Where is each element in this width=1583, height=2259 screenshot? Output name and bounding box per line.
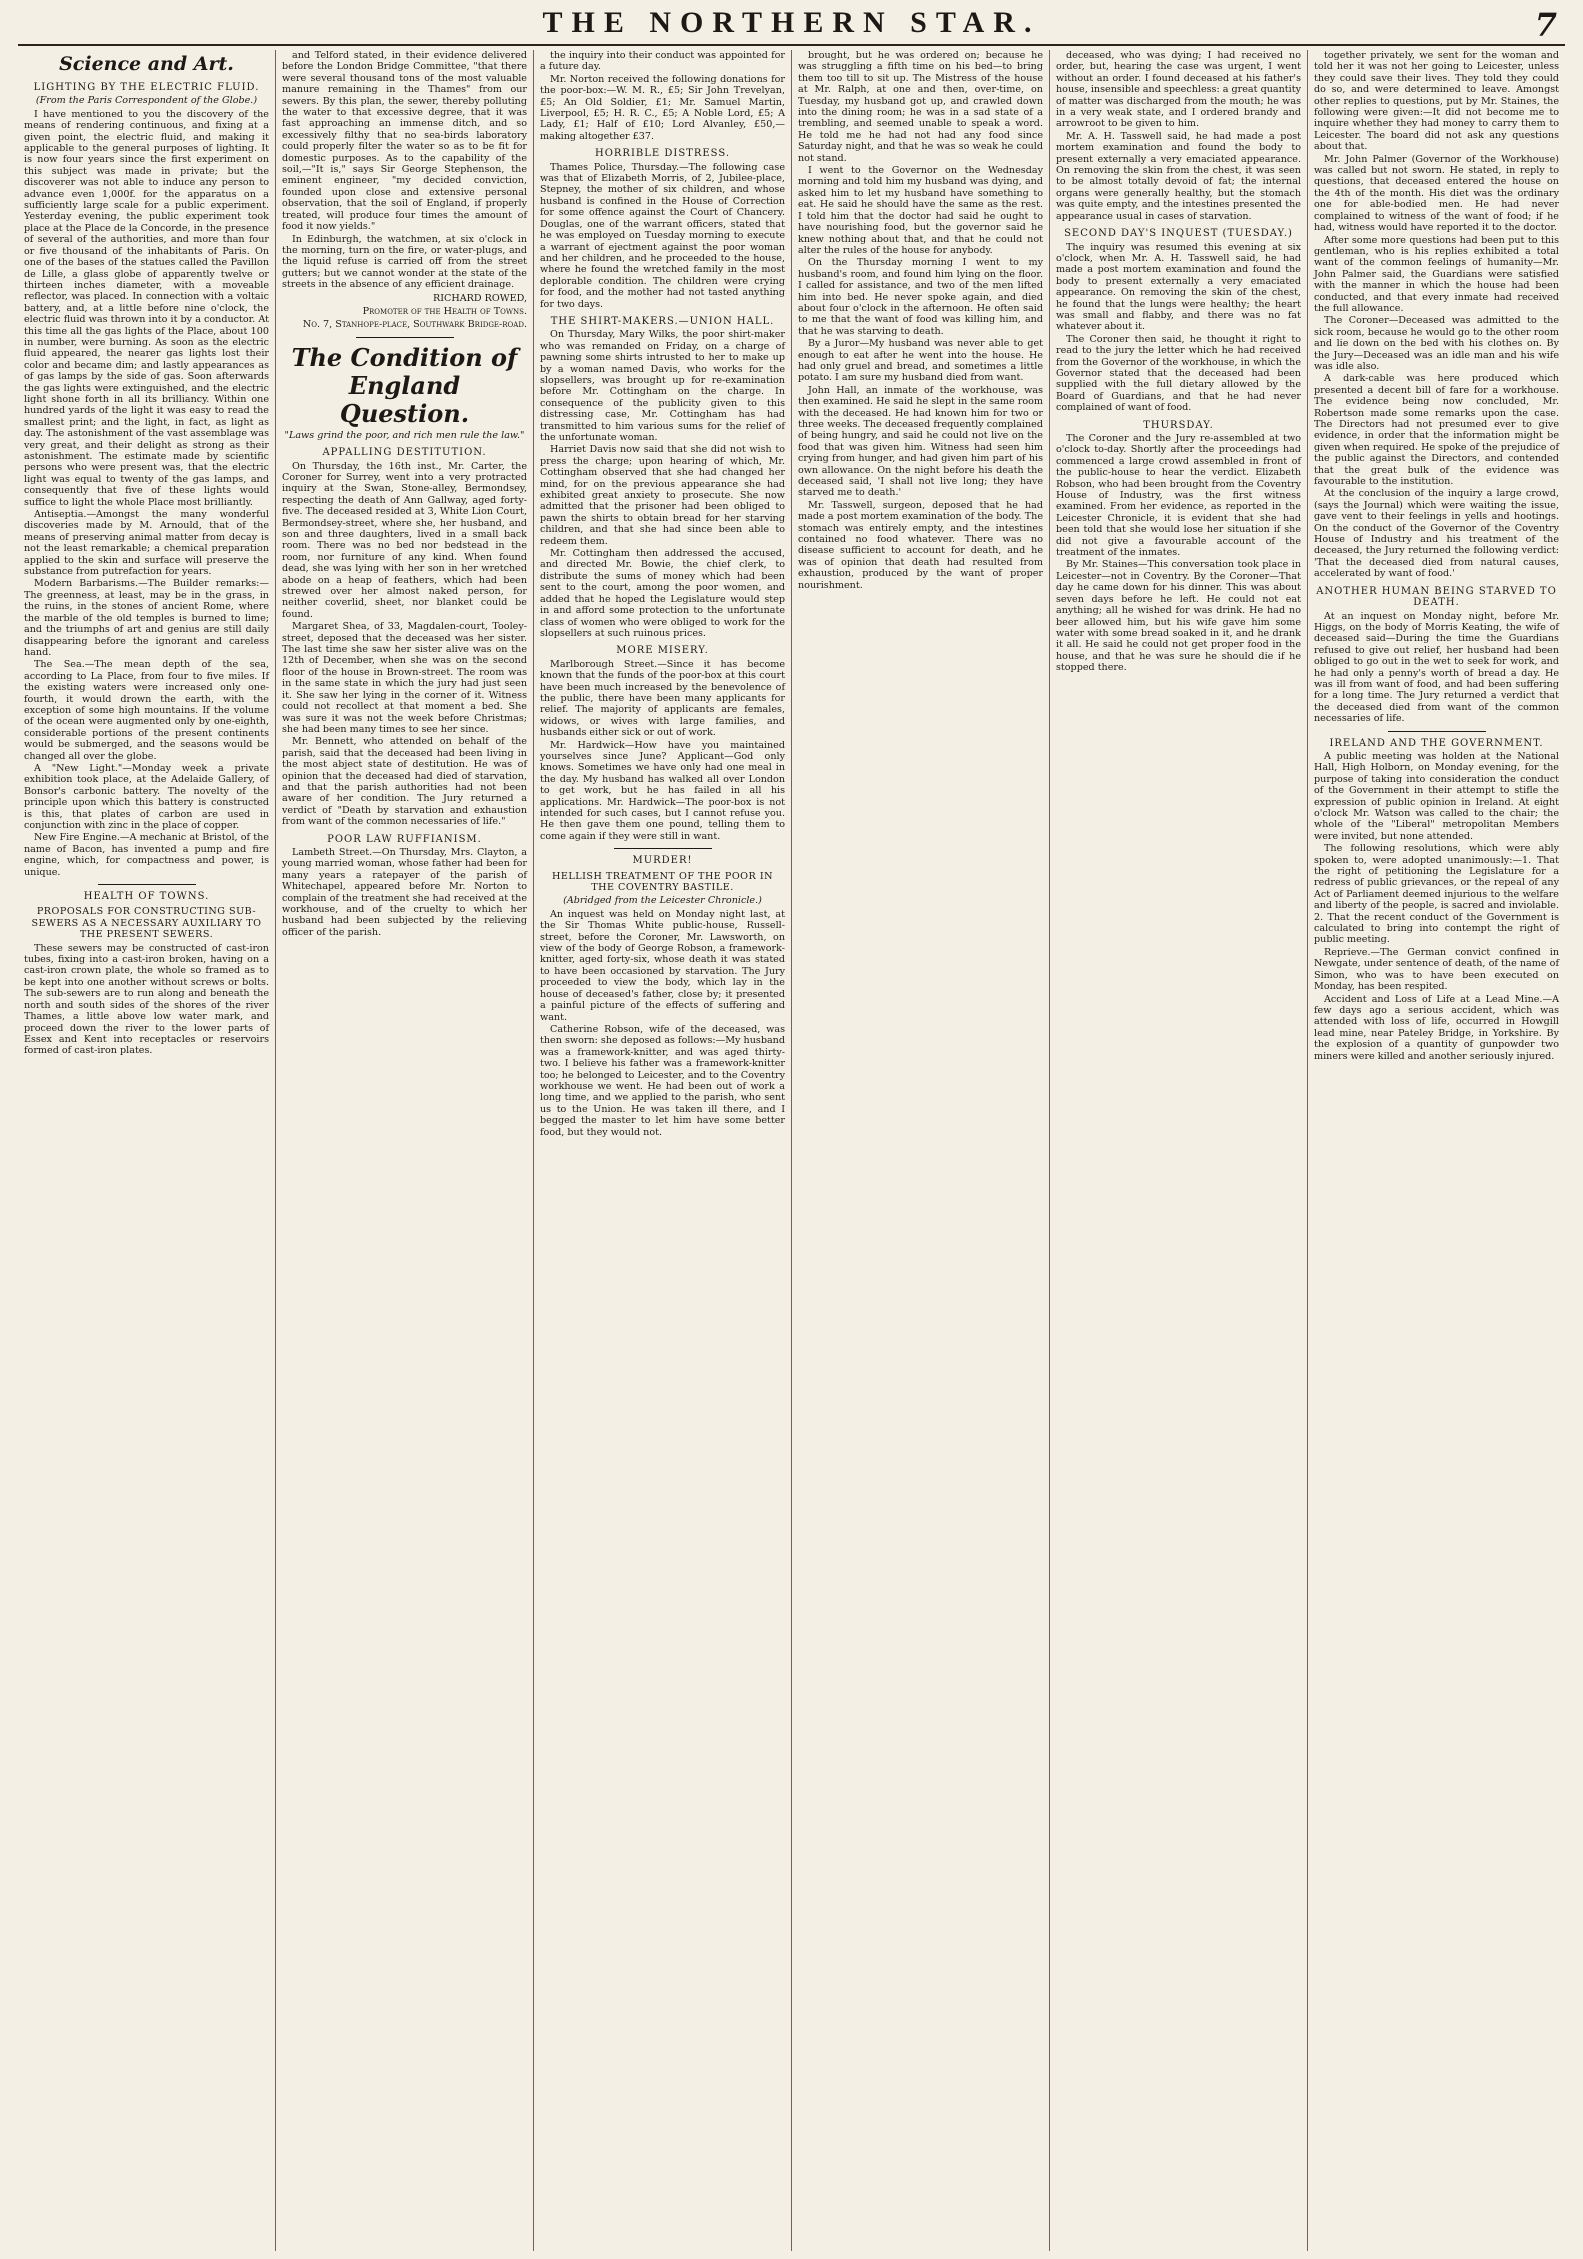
article-heading: POOR LAW RUFFIANISM.	[327, 833, 482, 845]
paragraph: The Coroner then said, he thought it right to read to the jury the letter which he had received from the Governor of the workhouse, in which the Governor stated that the deceased had been supplied with the full dietary allowed by the Board of Guardians, and that he had never complained of want of food.	[1056, 333, 1301, 414]
article-subheading: HELLISH TREATMENT OF THE POOR IN THE COVENTRY BASTILE.	[551, 870, 774, 894]
paragraph: together privately, we sent for the woman and told her it was not her going to Leicester, unless they could save their lives. They told they could do so, and were determined to leave. Amongst other replies to questions, put by Mr. Staines, the following were given:—It did not become me to inquire whether they had money to carry them to Leicester. The board did not ask any questions about that.	[1314, 50, 1559, 153]
paragraph: On the Thursday morning I went to my husband's room, and found him lying on the floor. I called for assistance, and two of the men lifted him into bed. He never spoke again, and died about four o'clock in the afternoon. He often said to me that the want of food was killing him, and that he was starving to death.	[798, 257, 1043, 337]
column-5	[1050, 50, 1308, 2251]
paragraph: the inquiry into their conduct was appointed for a future day.	[540, 50, 785, 73]
paragraph: On Thursday, Mary Wilks, the poor shirt-maker who was remanded on Friday, on a charge of pawning some shirts intrusted to her to make up by a woman named Davis, who works for the slopsellers, was brought up for re-examination before Mr. Cottingham on the charge. In consequence of the publicity given to this distressing case, Mr. Cottingham has had transmitted to him various sums for the relief of the unfortunate woman.	[540, 329, 785, 443]
paragraph: After some more questions had been put to this gentleman, who is his replies exhibited a total want of the common feelings of humanity—Mr. John Palmer said, the Guardians were satisfied with the manner in which the house had been conducted, and that every inmate had received the full allowance.	[1314, 234, 1559, 314]
paragraph: A dark-cable was here produced which presented a decent bill of fare for a workhouse. The evidence being now concluded, Mr. Robertson made some remarks upon the case. The Directors had not presumed ever to give evidence, in order that the information might be given when required. He spoke of the prejudice of the public against the Directors, and contended that the great bulk of the evidence was favourable to the institution.	[1314, 373, 1559, 488]
article-heading: THURSDAY.	[1143, 419, 1214, 431]
paragraph: The Sea.—The mean depth of the sea, according to La Place, from four to five miles. If the existing waters were increased only one-fourth, it would drown the earth, with the exception of some high mountains. If the volume of the ocean were augmented only by one-eighth, considerable portions of the present continents would be submerged, and the seasons would be changed all over the globe.	[24, 659, 269, 762]
column-6	[1308, 50, 1565, 2251]
page-number: 7	[1534, 6, 1557, 44]
column-1	[18, 50, 276, 2251]
section-title-science: Science and Art.	[59, 53, 234, 75]
masthead-rule	[18, 44, 1565, 46]
paragraph: These sewers may be constructed of cast-iron tubes, fixing into a cast-iron broken, having on a cast-iron crown plate, the whole so framed as to be kept into one another without screws or bolts. The sub-sewers are to run along and beneath the north and south sides of the shores of the river Thames, a little above low water mark, and proceed down the river to the lower parts of Essex and Kent into receptacles or reservoirs formed of cast-iron plates.	[24, 942, 269, 1057]
paragraph: By a Juror—My husband was never able to get enough to eat after he went into the house. He had only gruel and bread, and sometimes a little potato. I am sure my husband died from want.	[798, 338, 1043, 384]
paragraph: deceased, who was dying; I had received no order, but, hearing the case was urgent, I went without an order. I found deceased at his father's house, insensible and speechless: a great quantity of matter was discharged from the mouth; he was in a very weak state, and I ordered brandy and arrowroot to be given to him.	[1056, 50, 1301, 130]
paragraph: On Thursday, the 16th inst., Mr. Carter, the Coroner for Surrey, went into a very protracted inquiry at the Swan, Stone-alley, Bermondsey, respecting the death of Ann Gallway, aged forty-five. The deceased resided at 3, White Lion Court, Bermondsey-street, where she, her husband, and son and three daughters, lived in a small back room. There was no bed nor bedstead in the room, nor furniture of any kind. When found dead, she was lying with her son in her wretched abode on a heap of feathers, which had been strewed over her almost naked person, for neither coverlid, sheet, nor blanket could be found.	[282, 460, 527, 620]
paragraph: John Hall, an inmate of the workhouse, was then examined. He said he slept in the same room with the deceased. He had known him for two or three weeks. The deceased frequently complained of being hungry, and said he could not live on the food that was given him. Witness had seen him crying from hunger, and had given him part of his own allowance. On the night before his death the deceased said, 'I shall not live long; they have starved me to death.'	[798, 384, 1043, 499]
paragraph: Mr. Cottingham then addressed the accused, and directed Mr. Bowie, the chief clerk, to distribute the sums of money which had been sent to the court, among the poor women, and added that he hoped the Legislature would step in and afford some protection to the unfortunate class of women who were obliged to work for the slopsellers at such ruinous prices.	[540, 548, 785, 639]
masthead	[20, 6, 1563, 44]
paragraph: At the conclusion of the inquiry a large crowd, (says the Journal) which were waiting the issue, gave vent to their feelings in yells and hootings. On the conduct of the Governor of the Coventry House of Industry and his treatment of the deceased, the Jury returned the following verdict: 'That the deceased died from natural causes, accelerated by want of food.'	[1314, 488, 1559, 580]
column-4	[792, 50, 1050, 2251]
article-heading: SECOND DAY'S INQUEST (TUESDAY.)	[1064, 228, 1293, 240]
divider	[614, 848, 712, 849]
paragraph: The inquiry was resumed this evening at six o'clock, when Mr. A. H. Tasswell said, he had made a post mortem examination and found the body to present externally a very emaciated appearance. On removing the skin of the chest, he found that the lungs were healthy; the heart was small and flabby, and there was no fat whatever about it.	[1056, 241, 1301, 333]
divider	[356, 337, 454, 338]
paragraph: Mr. John Palmer (Governor of the Workhouse) was called but not sworn. He stated, in reply to questions, that deceased entered the house on the 4th of the month. His diet was the ordinary one for able-bodied men. He had never complained to witness of the want of food; if he had, witness would have reported it to the doctor.	[1314, 153, 1559, 234]
divider	[1388, 731, 1486, 732]
paragraph: Margaret Shea, of 33, Magdalen-court, Tooley-street, deposed that the deceased was her sister. The last time she saw her sister alive was on the 12th of December, when she was on the second floor of the house in Brown-street. The room was in the same state in which the jury had just seen it. She saw her lying in the corner of it. Witness could not recollect at that moment a bed. She was sure it was not the week before Christmas; she had been many times to see her since.	[282, 621, 527, 735]
paragraph: Thames Police, Thursday.—The following case was that of Elizabeth Morris, of 2, Jubilee-place, Stepney, the mother of six children, and whose husband is confined in the House of Correction for some offence against the Court of Chancery. Douglas, one of the warrant officers, stated that he was employed on Tuesday morning to execute a warrant of ejectment against the poor woman and her children, and he proceeded to the house, where he found the wretched family in the most deplorable condition. The children were crying for food, and the mother had not tasted anything for two days.	[540, 161, 785, 310]
article-heading: APPALLING DESTITUTION.	[322, 447, 487, 459]
article-heading: IRELAND AND THE GOVERNMENT.	[1329, 737, 1544, 749]
signature-title: Promoter of the Health of Towns.	[362, 305, 527, 317]
paragraph: Reprieve.—The German convict confined in Newgate, under sentence of death, of the name of Simon, who was to have been executed on Monday, has been respited.	[1314, 946, 1559, 993]
article-heading: HORRIBLE DISTRESS.	[594, 148, 731, 160]
paragraph: New Fire Engine.—A mechanic at Bristol, of the name of Bacon, has invented a pump and fire engine, which, for compactness and power, is unique.	[24, 832, 269, 878]
article-subheading: (From the Paris Correspondent of the Globe.)	[35, 95, 258, 107]
paragraph: and Telford stated, in their evidence delivered before the London Bridge Committee, "that there were several thousand tons of the most valuable manure remaining in the Thames" from our sewers. By this plan, the sewer, thereby polluting the water to that excessive degree, that it was fast approaching an immense ditch, and so excessively filthy that no sea-birds laboratory could properly filter the water so as to be fit for domestic purposes. As to the capability of the soil,—"It is," says Sir George Stephenson, the eminent engineer, "my decided conviction, founded upon close and extensive personal observation, that the soil of England, if properly treated, will produce four times the amount of food it now yields."	[282, 50, 527, 233]
paragraph: The following resolutions, which were ably spoken to, were adopted unanimously:—1. That the right of petitioning the Legislature for a redress of public grievances, or the repeal of any Act of Parliament deemed injurious to the welfare and liberty of the people, is sacred and inviolable. 2. That the recent conduct of the Government is calculated to bring into contempt the right of public meeting.	[1314, 843, 1559, 946]
paragraph: At an inquest on Monday night, before Mr. Higgs, on the body of Morris Keating, the wife of deceased said—During the time the Guardians refused to give out relief, her husband had been obliged to go out in the wet to seek for work, and he had only a penny's worth of bread a day. He was ill from want of food, and had been suffering for a long time. The Jury returned a verdict that the deceased died from want of the common necessaries of life.	[1314, 610, 1559, 725]
paragraph: Lambeth Street.—On Thursday, Mrs. Clayton, a young married woman, whose father had been for many years a ratepayer of the parish of Whitechapel, appeared before Mr. Norton to complain of the treatment she had received at the workhouse, and of the cruelty to which her husband had been subjected by the relieving officer of the parish.	[282, 846, 527, 938]
paragraph: Accident and Loss of Life at a Lead Mine.—A few days ago a serious accident, which was attended with loss of life, occurred in Howgill lead mine, near Pateley Bridge, in Yorkshire. By the explosion of a quantity of gunpowder two miners were killed and another seriously injured.	[1314, 993, 1559, 1062]
article-heading: HEALTH OF TOWNS.	[83, 891, 210, 903]
paragraph: Mr. A. H. Tasswell said, he had made a post mortem examination and found the body to present externally a very emaciated appearance. On removing the skin from the chest, it was seen to be almost totally devoid of fat; the internal organs were generally healthy, but the stomach was quite empty, and the intestines presented the appearance usual in cases of starvation.	[1056, 130, 1301, 222]
paragraph: The Coroner and the Jury re-assembled at two o'clock to-day. Shortly after the proceedings had commenced a large crowd assembled in front of the public-house to hear the verdict. Elizabeth Robson, who had been brought from the Coventry House of Industry, was the first witness examined. From her evidence, as reported in the Leicester Chronicle, it is evident that she had been told that she would lose her situation if she did not give a favourable account of the treatment of the inmates.	[1056, 433, 1301, 559]
paragraph: A "New Light."—Monday week a private exhibition took place, at the Adelaide Gallery, of Bonsor's carbonic battery. The novelty of the principle upon which this battery is constructed is this, that plates of carbon are used in conjunction with zinc in the place of copper.	[24, 762, 269, 831]
article-heading: MORE MISERY.	[616, 645, 709, 657]
paragraph: Marlborough Street.—Since it has become known that the funds of the poor-box at this court have been much increased by the benevolence of the public, there have been many applicants for relief. The majority of applicants are females, widows, or wives with large families, and husbands either sick or out of work.	[540, 658, 785, 739]
divider	[98, 884, 196, 885]
column-3	[534, 50, 792, 2251]
paragraph: Mr. Hardwick—How have you maintained yourselves since June? Applicant—God only knows. Sometimes we have only had one meal in the day. My husband has walked all over London to get work, but he has failed in all his applications. Mr. Hardwick—The poor-box is not intended for such cases, but I cannot refuse you. He then gave them one pound, telling them to come again if they were still in want.	[540, 739, 785, 842]
paragraph: I went to the Governor on the Wednesday morning and told him my husband was dying, and asked him to let my husband have something to eat. He said he should have the same as the rest. I told him that the doctor had said he ought to have nourishing food, but the governor said he knew nothing about that, and that he could not alter the rules of the house for anybody.	[798, 165, 1043, 256]
section-title-condition: The Condition of England Question.	[291, 342, 518, 428]
paragraph: Mr. Bennett, who attended on behalf of the parish, said that the deceased had been living in the most abject state of destitution. He was of opinion that the deceased had died of starvation, and that the parish authorities had not been aware of her condition. The Jury returned a verdict of "Death by starvation and exhaustion from want of the common necessaries of life."	[282, 736, 527, 828]
paragraph: Mr. Norton received the following donations for the poor-box:—W. M. R., £5; Sir John Trevelyan, £5; An Old Soldier, £1; Mr. Samuel Martin, Liverpool, £5; H. R. C., £5; A Noble Lord, £5; A Lady, £1; Half of £10; Lord Alvanley, £50,—making altogether £37.	[540, 73, 785, 142]
paragraph: brought, but he was ordered on; because he was struggling a fifth time on his bed—to bring them too till to sit up. The Mistress of the house at Mr. Ralph, at one and then, over-time, on Tuesday, my husband got up, and crawled down into the dining room; he was in a sad state of a trembling, and seemed unable to speak a word. He told me he had not had any food since Saturday night, and that he was so weak he could not stand.	[798, 50, 1043, 164]
article-heading: ANOTHER HUMAN BEING STARVED TO DEATH.	[1316, 585, 1557, 609]
article-heading: MURDER!	[632, 855, 693, 867]
columns	[18, 50, 1565, 2251]
paragraph: A public meeting was holden at the National Hall, High Holborn, on Monday evening, for the purpose of taking into consideration the conduct of the Government in their attempt to stifle the expression of public opinion in Ireland. At eight o'clock Mr. Watson was called to the chair; the whole of the "Liberal" metropolitan Members were invited, but none attended.	[1314, 750, 1559, 842]
paragraph: Harriet Davis now said that she did not wish to press the charge; upon hearing of which, Mr. Cottingham observed that she had changed her mind, for on the previous appearance she had exhibited great anxiety to prosecute. She now admitted that the prisoner had been obliged to pawn the shirts to obtain bread for her starving children, and that she had since been able to redeem them.	[540, 444, 785, 547]
paragraph: An inquest was held on Monday night last, at the Sir Thomas White public-house, Russell-street, before the Coroner, Mr. Lawsworth, on view of the body of George Robson, a framework-knitter, aged forty-six, whose death it was stated to have been occasioned by starvation. The Jury proceeded to view the body, which lay in the house of deceased's father, close by; it presented a painful picture of the effects of suffering and want.	[540, 908, 785, 1023]
article-subheading: PROPOSALS FOR CONSTRUCTING SUB-SEWERS AS A NECESSARY AUXILIARY TO THE PRESENT SEWERS.	[31, 906, 262, 941]
paragraph: Modern Barbarisms.—The Builder remarks:—The greenness, at least, may be in the grass, in the ruins, in the stones of ancient Rome, where the marble of the old temples is burned to lime; and the triumphs of art and genius are still daily disappearing before the ignorant and careless hand.	[24, 578, 269, 658]
paragraph: The Coroner—Deceased was admitted to the sick room, because he would go to the other room and lie down on the bed with his clothes on. By the Jury—Deceased was an idle man and his wife was idle also.	[1314, 315, 1559, 372]
article-heading: LIGHTING BY THE ELECTRIC FLUID.	[33, 82, 260, 93]
article-heading: THE SHIRT-MAKERS.—UNION HALL.	[550, 315, 775, 327]
paragraph: By Mr. Staines—This conversation took place in Leicester—not in Coventry. By the Coroner—That day he came down for his dinner. This was about seven days before he left. He could not eat anything; all he wished for was drink. He had no beer allowed him, but his wife gave him some water with some bread soaked in it, and he drank it all. He said he could not get proper food in the house, and that he was sure he should die if he stopped there.	[1056, 559, 1301, 674]
signature-address: No. 7, Stanhope-place, Southwark Bridge-road.	[302, 319, 527, 331]
masthead-title: THE NORTHERN STAR.	[542, 6, 1041, 39]
paragraph: Antiseptia.—Amongst the many wonderful discoveries made by M. Arnould, that of the means of preserving animal matter from decay is not the least remarkable; a chemical preparation applied to the skin and surface will preserve the substance from putrefaction for years.	[24, 509, 269, 578]
paragraph: Mr. Tasswell, surgeon, deposed that he had made a post mortem examination of the body. The stomach was entirely empty, and the intestines contained no food whatever. There was no disease sufficient to account for death, and he was of opinion that death had resulted from exhaustion, produced by the want of proper nourishment.	[798, 499, 1043, 591]
paragraph: Catherine Robson, wife of the deceased, was then sworn: she deposed as follows:—My husband was a framework-knitter, and was aged thirty-two. I believe his father was a framework-knitter too; he belonged to Leicester, and to the Coventry workhouse we went. He had been out of work a long time, and we applied to the parish, who sent us to the Union. He was taken ill there, and I begged the master to let him have some better food, but they would not.	[540, 1023, 785, 1138]
paragraph: In Edinburgh, the watchmen, at six o'clock in the morning, turn on the fire, or water-plugs, and the liquid refuse is carried off from the street gutters; but we cannot wonder at the state of the streets in the absence of any efficient drainage.	[282, 233, 527, 291]
signature-name: RICHARD ROWED,	[433, 292, 527, 304]
section-motto: "Laws grind the poor, and rich men rule the law."	[284, 429, 525, 441]
article-source: (Abridged from the Leicester Chronicle.)	[563, 895, 762, 907]
column-2	[276, 50, 534, 2251]
paragraph: I have mentioned to you the discovery of the means of rendering continuous, and fixing at a given point, the electric fluid, and making it applicable to the general purposes of lighting. It is now four years since the first experiment on this subject was made in private; but the discoverer was not able to induce any person to advance even 1,000f. for the apparatus on a sufficiently large scale for a public experiment. Yesterday evening, the public experiment took place at the Place de la Concorde, in the presence of several of the authorities, and more than four or five thousand of the inhabitants of Paris. On one of the bases of the statues called the Pavillon de Lille, a glass globe of apparently twelve or thirteen inches diameter, with a moveable reflector, was placed. In connection with a voltaic battery, and, at a little before nine o'clock, the electric fluid was thrown into it by a conductor. At this time all the gas lights of the Place, about 100 in number, were burning. As soon as the electric fluid appeared, the nearer gas lights lost their color and became dim; and lastly appearances as of gas lamps by the side of gas. Soon afterwards the gas lights were extinguished, and the electric light shone forth in all its brilliancy. Within one hundred yards of the light it was easy to read the smallest print; and the light, in fact, as light as day. The astonishment of the vast assemblage was very great, and their delight as strong as their astonishment. The estimate made by scientific persons who were present was, that the electric light was equal to twenty of the gas lamps, and consequently that five of these lights would suffice to light the whole Place most brilliantly.	[24, 108, 269, 508]
